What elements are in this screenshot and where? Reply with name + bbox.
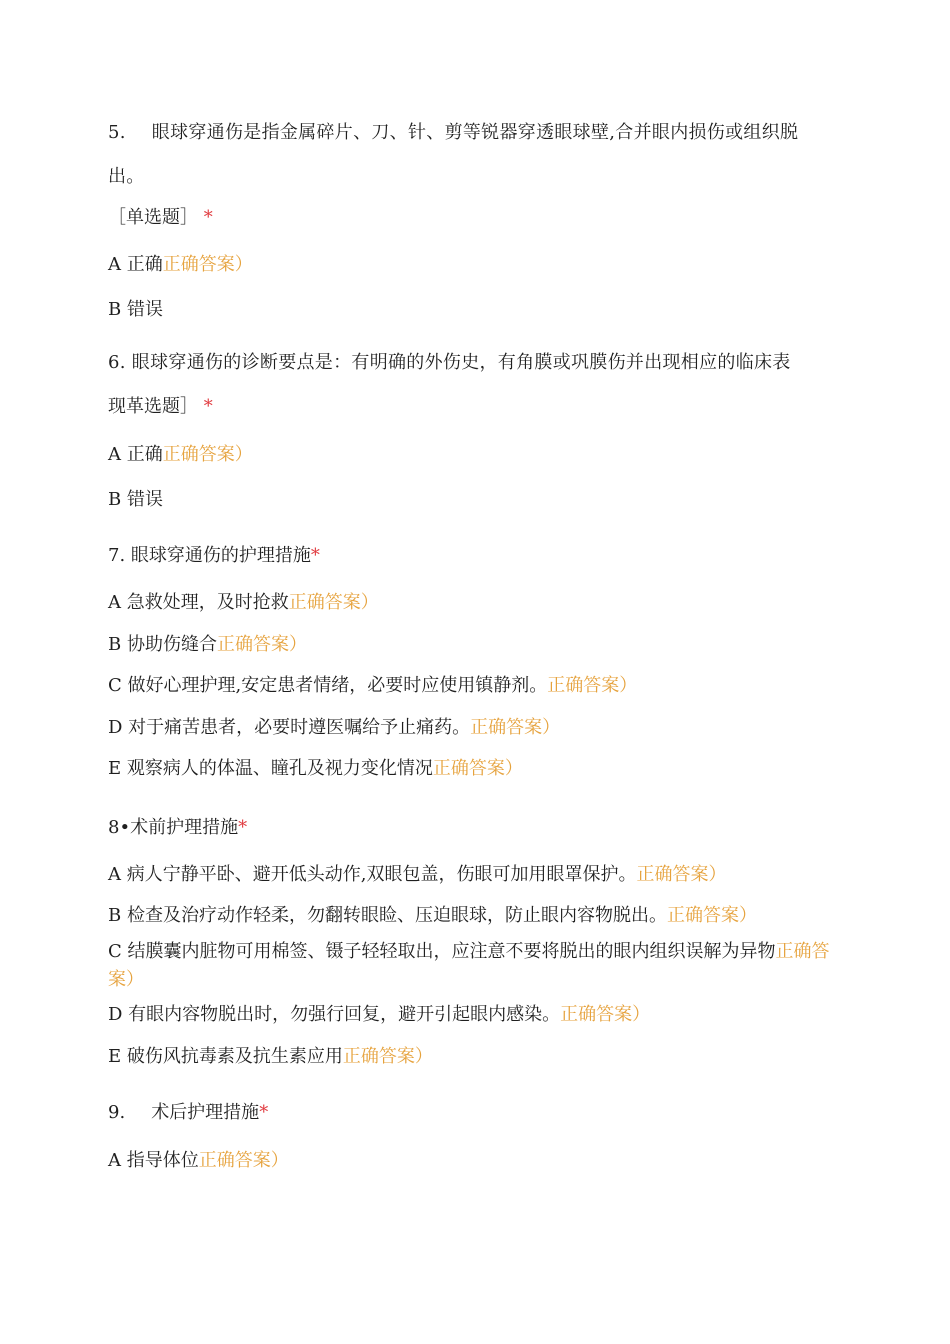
- question-6-line-2: 现革选题］ *: [108, 396, 213, 417]
- required-star: *: [203, 396, 213, 417]
- question-7-option-d[interactable]: D 对于痛苦患者，必要时遵医嘱给予止痛药。正确答案）: [108, 717, 561, 738]
- correct-answer-label: 正确答案）: [216, 634, 307, 655]
- correct-answer-label: 正确答案）: [560, 1004, 651, 1025]
- question-7-title: 7. 眼球穿通伤的护理措施*: [108, 545, 320, 566]
- correct-answer-label: 正确答案）: [666, 905, 757, 926]
- correct-answer-label: 正确答案）: [288, 592, 379, 613]
- question-5-text: 眼球穿通伤是指金属碎片、刀、针、剪等锐器穿透眼球壁,合并眼内损伤或组织脱: [151, 122, 799, 143]
- correct-answer-label: 正确答案）: [342, 1046, 433, 1067]
- question-7-option-c[interactable]: C 做好心理护理,安定患者情绪，必要时应使用镇静剂。正确答案）: [108, 675, 638, 696]
- question-7-option-b[interactable]: B 协助伤缝合正确答案）: [108, 634, 307, 655]
- correct-answer-label: 正确答案）: [432, 758, 523, 779]
- question-5-line-1: [108, 122, 798, 144]
- correct-answer-label: 正确答案）: [162, 444, 253, 465]
- question-8-title: 8•术前护理措施*: [108, 817, 248, 838]
- question-6-text: 6. 眼球穿通伤的诊断要点是：有明确的外伤史，有角膜或巩膜伤并出现相应的临床表: [108, 352, 791, 373]
- question-8-option-b[interactable]: B 检查及治疗动作轻柔，勿翻转眼睑、压迫眼球，防止眼内容物脱出。正确答案）: [108, 905, 757, 926]
- question-5-option-b[interactable]: B 错误: [108, 299, 163, 320]
- question-8-option-d[interactable]: D 有眼内容物脱出时，勿强行回复，避开引起眼内感染。正确答案）: [108, 1004, 651, 1025]
- required-star: *: [310, 545, 320, 566]
- question-9-title: 9. 术后护理措施*: [108, 1102, 269, 1123]
- correct-answer-label: 正确答案）: [547, 675, 638, 696]
- question-5-type: ［单选题］ *: [108, 207, 213, 228]
- question-6-option-a[interactable]: A 正确正确答案）: [108, 444, 253, 465]
- correct-answer-label: 正确答案）: [108, 941, 830, 990]
- question-8-option-c[interactable]: C 结膜囊内脏物可用棉签、镊子轻轻取出，应注意不要将脱出的眼内组织误解为异物正确答案）: [108, 941, 830, 990]
- correct-answer-label: 正确答案）: [162, 254, 253, 275]
- question-6-line-1: [108, 352, 791, 374]
- required-star: *: [203, 207, 213, 228]
- correct-answer-label: 正确答案）: [636, 864, 727, 885]
- required-star: *: [238, 817, 248, 838]
- required-star: *: [259, 1102, 269, 1123]
- question-5-number: 5.: [108, 122, 126, 143]
- correct-answer-label: 正确答案）: [470, 717, 561, 738]
- question-8-option-e[interactable]: E 破伤风抗毒素及抗生素应用正确答案）: [108, 1046, 433, 1067]
- question-9-number: 9.: [108, 1102, 126, 1123]
- question-7-option-a[interactable]: A 急救处理，及时抢救正确答案）: [108, 592, 379, 613]
- question-5-line-2: 出。: [108, 166, 145, 187]
- question-7-option-e[interactable]: E 观察病人的体温、瞳孔及视力变化情况正确答案）: [108, 758, 523, 779]
- question-6-option-b[interactable]: B 错误: [108, 489, 163, 510]
- question-5-option-a[interactable]: A 正确正确答案）: [108, 254, 253, 275]
- question-8-option-a[interactable]: A 病人宁静平卧、避开低头动作,双眼包盖，伤眼可加用眼罩保护。正确答案）: [108, 864, 727, 885]
- question-9-option-a[interactable]: A 指导体位正确答案）: [108, 1150, 289, 1171]
- correct-answer-label: 正确答案）: [198, 1150, 289, 1171]
